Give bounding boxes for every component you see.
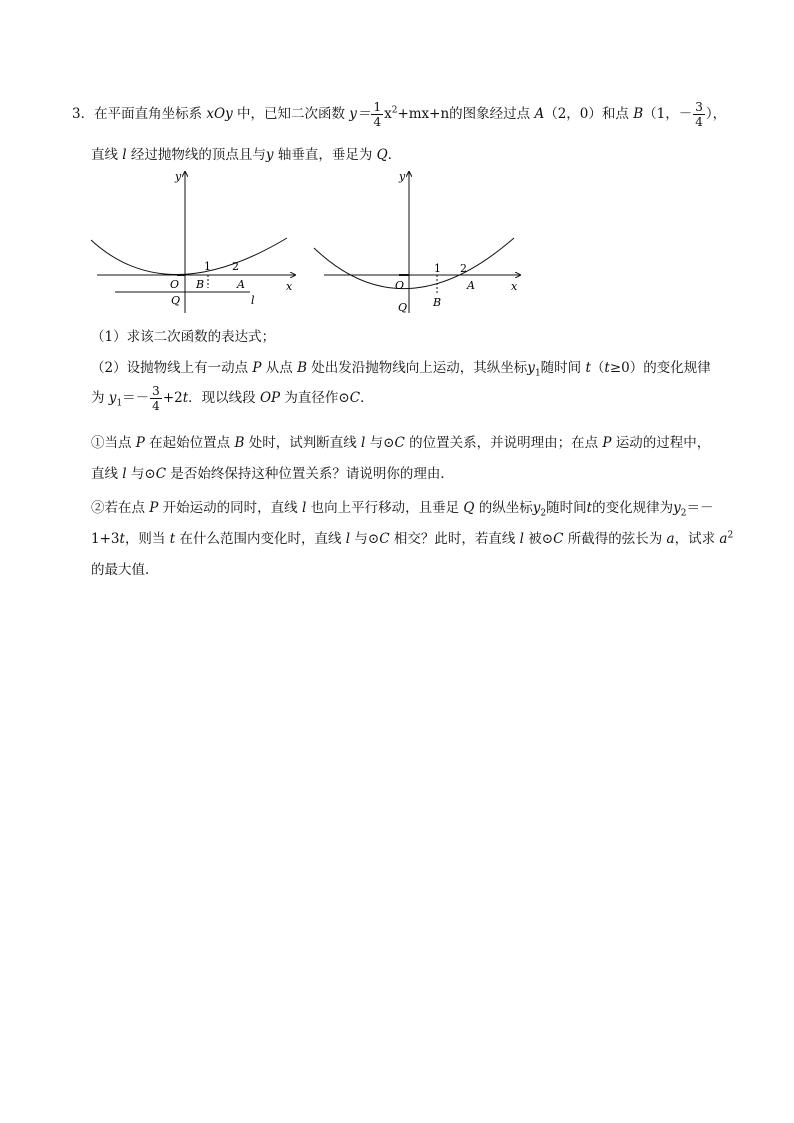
parabola [314,238,514,289]
exponent: 2 [727,530,734,541]
label-two: 2 [232,260,239,273]
sub-2-line-2 [91,527,733,547]
text: ． [360,390,374,406]
math-x: x [384,106,392,122]
coordinate-system-label: xOy [206,106,233,122]
label-one: 1 [204,260,211,273]
point-B: B [633,106,644,122]
circle-C: C [394,435,405,451]
text: +2 [162,390,183,406]
label-x: x [511,280,518,293]
text: 在什么范围内变化时，直线 [175,531,346,547]
line-l: l [361,435,366,451]
text: ＝－ [122,390,150,406]
label-Q: Q [171,294,181,307]
text: 被⊙ [523,531,554,547]
frac-num: 1 [373,100,382,114]
text: 的位置关系，并说明理由；在点 [404,435,603,451]
math-t: t [169,531,176,547]
text: ，则当 [124,531,170,547]
math-y: y [673,500,681,516]
math-rest: +mx+n [397,106,450,122]
circle-C: C [155,466,167,482]
text: 与⊙ [365,435,395,451]
text: ＝－ [686,500,714,516]
point-B: B [234,435,245,451]
label-B: B [196,278,205,291]
label-l: l [251,294,255,307]
circle-C: C [349,390,361,406]
label-A: A [237,278,245,291]
math-a: a [666,531,675,547]
text: ①当点 [91,435,136,451]
text: 所截得的弦长为 [563,531,667,547]
text: 运动的过程中， [611,435,711,451]
text: 与⊙ [350,531,380,547]
text: ②若在点 [91,500,150,516]
point-P: P [149,500,159,516]
text: 随时间 [546,500,587,516]
label-O: O [170,278,180,291]
math-y: y [265,147,274,163]
math-t: t [585,360,591,376]
fraction-three-quarters [150,384,162,413]
text: （2，0）和点 [544,106,634,122]
text: 经过抛物线的顶点且与 [126,147,266,163]
label-B: B [433,296,442,309]
point-P: P [602,435,612,451]
point-P: P [135,435,145,451]
label-two: 2 [460,262,467,275]
subscript: 2 [540,508,547,519]
text: 处出发沿抛物线向上运动，其纵坐标 [307,360,528,376]
text: 直线 [91,466,123,482]
subscript: 1 [534,368,541,379]
frac-den: 4 [373,115,382,129]
text: 随时间 [540,360,586,376]
fraction-one-quarter [371,100,383,129]
text: 1+3 [91,531,120,547]
point-P: P [252,360,262,376]
part-2-line-1 [91,356,711,379]
point-Q: Q [463,500,475,516]
text: 直线 [91,147,123,163]
text: 轴垂直，垂足为 [273,147,377,163]
text: 从点 [261,360,298,376]
sub-1-line-1 [91,431,710,451]
text: 在起始位置点 [144,435,235,451]
text: 处时，试判断直线 [244,435,361,451]
text: 在平面直角坐标系 [94,106,207,122]
text: 相交？此时，若直线 [389,531,520,547]
math-t: t [604,360,610,376]
text: 与⊙ [126,466,156,482]
line-l: l [122,466,127,482]
label-y: y [175,170,182,183]
text: 的纵坐标 [474,500,533,516]
math-a: a [719,531,728,547]
part-2-line-2 [91,384,374,413]
text: ，试求 [674,531,720,547]
fraction-three-quarters [693,100,705,129]
segment-OP: OP [259,390,281,406]
figure-right [310,168,530,318]
circle-C: C [553,531,564,547]
label-x: x [286,280,293,293]
math-y: y [527,360,535,376]
math-y: y [532,500,541,516]
label-O: O [395,279,405,292]
frac-num: 3 [695,100,703,114]
subscript: 1 [116,398,123,409]
problem-number: 3． [72,106,95,122]
text: 也向上平行移动，且垂足 [306,500,464,516]
text: ．现以线段 [188,390,260,406]
math-y: y [108,390,117,406]
text: 开始运动的同时，直线 [158,500,302,516]
text: （ [590,360,605,376]
text: ． [387,147,402,163]
math-t: t [182,390,189,406]
sub-2-line-1 [91,496,713,519]
exponent: 2 [391,105,398,116]
subscript: 2 [680,508,687,519]
text: （1，－ [643,106,693,122]
parabola [91,238,287,275]
math-t: t [586,500,593,516]
label-A: A [467,279,475,292]
circle-C: C [379,531,390,547]
problem-line-2 [91,143,401,163]
sub-2-line-3: 的最大值． [91,562,159,578]
problem-line-1 [72,100,726,129]
text: ≥0）的变化规律 [609,360,711,376]
label-one: 1 [434,262,441,275]
point-B: B [297,360,307,376]
text: ）， [705,106,727,122]
point-Q: Q [376,147,388,163]
label-Q: Q [398,301,408,314]
text: 为直径作⊙ [280,390,350,406]
math-t: t [119,531,125,547]
text: （2）设抛物线上有一动点 [91,360,253,376]
math-y: y＝ [349,106,371,122]
sub-1-line-2 [91,462,454,482]
label-y: y [399,170,406,183]
line-l: l [345,531,351,547]
text: 为 [91,390,109,406]
frac-num: 3 [152,384,160,398]
line-l: l [301,500,307,516]
frac-den: 4 [695,115,703,129]
text: 中，已知二次函数 [232,106,350,122]
part-1: （1）求该二次函数的表达式； [91,329,276,345]
point-A: A [534,106,545,122]
text: 是否始终保持这种位置关系？请说明你的理由． [166,466,454,482]
figure-left [85,168,305,318]
frac-den: 4 [152,399,160,413]
text: 的变化规律为 [592,500,674,516]
text: 的图象经过点 [449,106,535,122]
line-l: l [122,147,127,163]
line-l: l [519,531,524,547]
